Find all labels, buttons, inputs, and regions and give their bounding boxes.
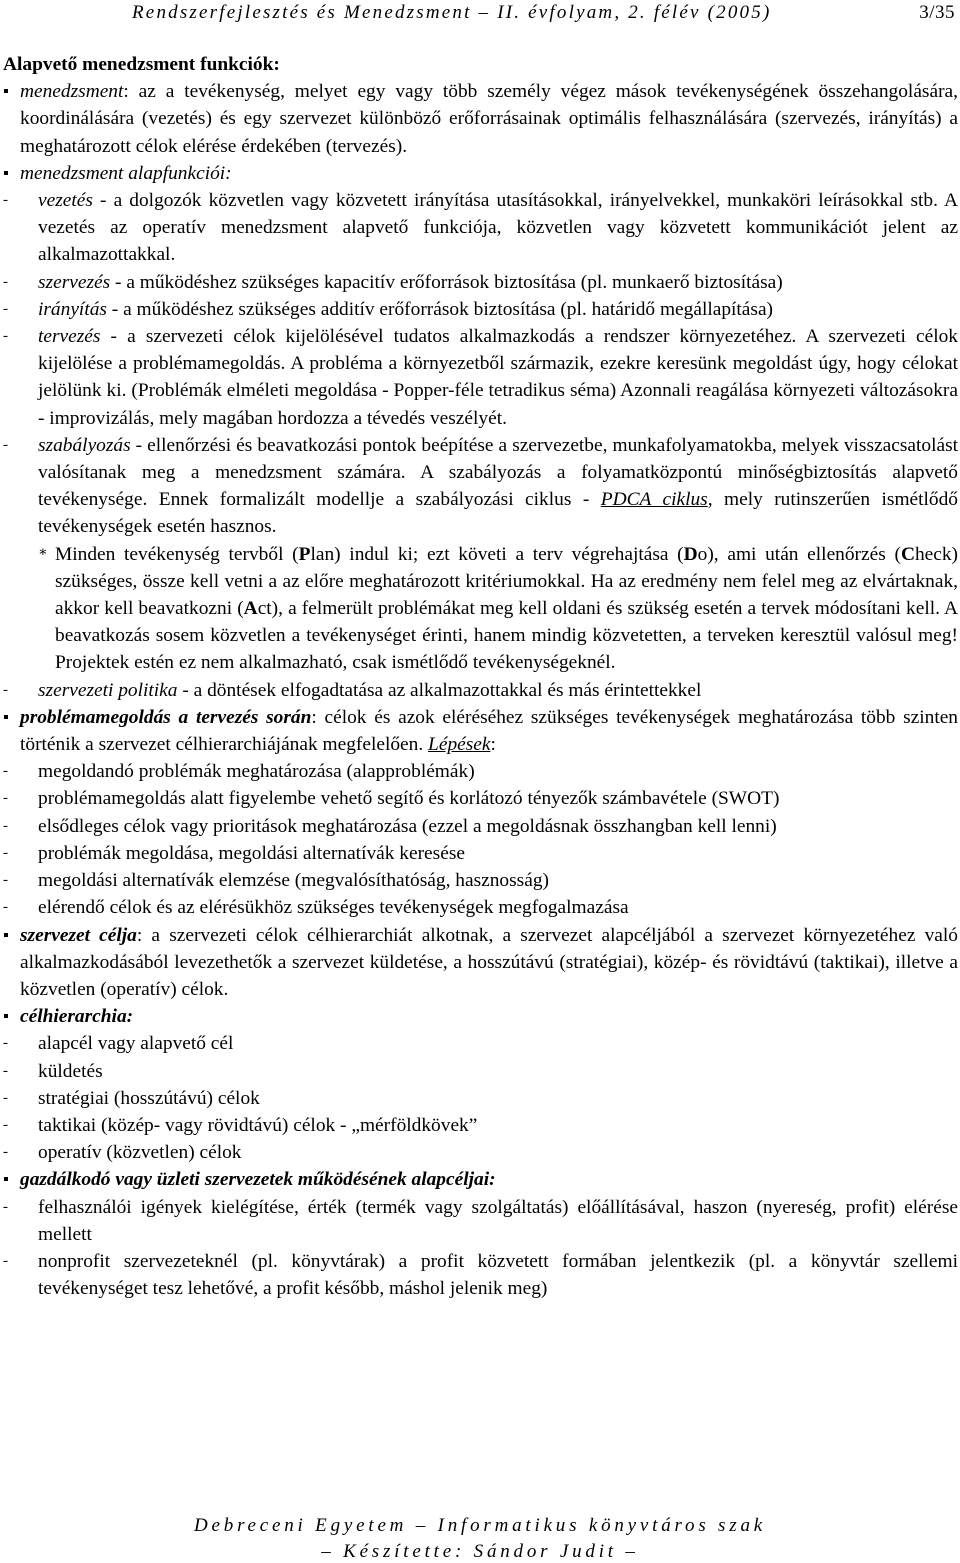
- problemamegoldas-term: problémamegoldás a tervezés során: [20, 706, 312, 728]
- pdca-letter-p: P: [298, 543, 311, 565]
- bullet-szervezet-celja: [3, 922, 958, 1004]
- celhierarchia-item-text: stratégiai (hosszútávú) célok: [38, 1087, 260, 1109]
- alapfunkciok-heading: menedzsment alapfunkciói:: [20, 162, 232, 184]
- szervezes-term: szervezés: [38, 271, 111, 293]
- header-course-title: Rendszerfejlesztés és Menedzsment – II. évfolyam, 2. félév (2005): [132, 2, 772, 23]
- footer-university: Debreceni Egyetem – Informatikus könyvtáros szak: [194, 1515, 766, 1536]
- iranyitas-text: - a működéshez szükséges additív erőforrások biztosítása (pl. határidő megállapítása): [106, 298, 774, 320]
- dash-bullet-icon: -: [3, 273, 8, 290]
- step-item: [3, 785, 958, 812]
- celhierarchia-item: [3, 1139, 958, 1166]
- pdca-letter-a: A: [243, 598, 258, 620]
- pdca-link[interactable]: PDCA ciklus: [600, 489, 708, 511]
- tervezes-text: - a szervezeti célok kijelölésével tudatos alkalmazkodás a rendszer környezetéhez. A szervezeti célok kijelölése a problémamegoldás. A probléma a környezetből származik, ezekre keresünk megoldást úgy, hogy célokat jelölünk ki. (Problémák elméleti megoldása - Popper-féle tetradikus séma) Azonnali reagálása környezeti változásokra - improvizálás, mely magában hordozza a tévedés veszélyét.: [38, 326, 958, 429]
- bullet-definition: [3, 78, 958, 160]
- lepesek-label: Lépések: [428, 734, 491, 756]
- item-tervezes: [3, 323, 958, 432]
- dash-bullet-icon: -: [3, 1062, 8, 1079]
- dash-bullet-icon: -: [3, 817, 8, 834]
- celhierarchia-item-text: küldetés: [38, 1060, 103, 1082]
- alapceljai-item: [3, 1248, 958, 1302]
- bullet-alapfunkciok: [3, 160, 958, 187]
- page-content: [3, 51, 958, 1302]
- dash-bullet-icon: -: [3, 1198, 8, 1215]
- step-item: [3, 758, 958, 785]
- step-text: elérendő célok és az elérésükhöz szükséges tevékenységek megfogalmazása: [38, 897, 629, 919]
- politika-text: - a döntések elfogadtatása az alkalmazottakkal és más érintettekkel: [177, 679, 702, 701]
- szervezes-text: - a működéshez szükséges kapacitív erőforrások biztosítása (pl. munkaerő biztosítása): [110, 271, 783, 293]
- politika-term: szervezeti politika: [38, 679, 178, 701]
- szabalyozas-term: szabályozás: [38, 434, 131, 456]
- item-pdca-explanation: [3, 541, 958, 677]
- alapceljai-item-text: felhasználói igények kielégítése, érték (termék vagy szolgáltatás) előállításával, haszon (nyereség, profit) elérése mellett: [38, 1196, 958, 1245]
- dash-bullet-icon: -: [3, 681, 8, 698]
- dash-bullet-icon: -: [3, 872, 8, 889]
- header-page-number: 3/35: [919, 2, 955, 23]
- step-item: [3, 840, 958, 867]
- step-item: [3, 894, 958, 921]
- celhierarchia-item: [3, 1112, 958, 1139]
- item-szervezeti-politika: [3, 677, 958, 704]
- bullet-problemamegoldas: [3, 704, 958, 758]
- dash-bullet-icon: -: [3, 844, 8, 861]
- dash-bullet-icon: -: [3, 899, 8, 916]
- dash-bullet-icon: -: [3, 1089, 8, 1106]
- pdca-text-5: ct), a felmerült problémákat meg kell oldani és szükség esetén a tervek módosítani kell. A beavatkozás sosem közvetlen a tevékenységet érinti, hanem mindig közvetetten, a terveken keresztül valósul meg! Projektek estén ez nem alkalmazható, csak ismétlődő tevékenységeknél.: [55, 598, 959, 674]
- footer-author: – Készítette: Sándor Judit –: [321, 1541, 639, 1562]
- step-item: [3, 813, 958, 840]
- dash-bullet-icon: -: [3, 1144, 8, 1161]
- section-title: Alapvető menedzsment funkciók:: [3, 54, 280, 75]
- dash-bullet-icon: -: [3, 1116, 8, 1133]
- dash-bullet-icon: -: [3, 328, 8, 345]
- celhierarchia-item-text: taktikai (közép- vagy rövidtávú) célok - „mérföldkövek”: [38, 1114, 478, 1136]
- szervezet-celja-text: : a szervezeti célok célhierarchiát alkotnak, a szervezet alapcéljából a szervezet környezetéhez való alkalmazkodásából levezethetők a szervezet küldetése, a hosszútávú (stratégiai), közép- és rövidtávú (taktikai), illetve a közvetlen (operatív) célok.: [20, 924, 958, 1000]
- page-header: [0, 0, 960, 28]
- bullet-celhierarchia: [3, 1003, 958, 1030]
- celhierarchia-item: [3, 1085, 958, 1112]
- step-item: [3, 867, 958, 894]
- definition-text: : az a tevékenység, melyet egy vagy több személy végez mások tevékenységének összehangolására, koordinálására (vezetés) és egy szervezet különböző erőforrásainak optimális felhasználására (szervezés, irányítás) a meghatározott célok elérése érdekében (tervezés).: [20, 81, 958, 157]
- celhierarchia-item-text: operatív (közvetlen) célok: [38, 1142, 242, 1164]
- dash-bullet-icon: -: [3, 1252, 8, 1269]
- dash-bullet-icon: -: [3, 300, 8, 317]
- vezetes-text: - a dolgozók közvetlen vagy közvetett irányítása utasításokkal, irányelvekkel, munkaköri leírásokkal stb. A vezetés az operatív menedzsment alapvető funkciója, közvetlen vagy közvetett kommunikációt jelent az alkalmazottakkal.: [38, 190, 958, 266]
- szabalyozas-text-b: , mely rutinszerűen ismétlődő tevékenységek esetén hasznos.: [38, 489, 959, 538]
- vezetes-term: vezetés: [38, 190, 93, 212]
- dash-bullet-icon: -: [3, 763, 8, 780]
- alapceljai-item: [3, 1194, 958, 1248]
- dash-bullet-icon: -: [3, 1035, 8, 1052]
- tervezes-term: tervezés: [38, 326, 101, 348]
- problemamegoldas-text: : célok és azok eléréséhez szükséges tevékenységek meghatározása több szinten történik a szervezet célhierarchiájának megfelelően.: [20, 706, 959, 756]
- lepesek-colon: :: [490, 734, 496, 756]
- dash-bullet-icon: -: [3, 790, 8, 807]
- pdca-letter-c: C: [900, 543, 915, 565]
- celhierarchia-item: [3, 1030, 958, 1057]
- step-text: megoldandó problémák meghatározása (alapproblémák): [38, 761, 475, 783]
- dash-bullet-icon: -: [3, 192, 8, 209]
- bullet-alapceljai: [3, 1166, 958, 1193]
- pdca-letter-d: D: [683, 543, 698, 565]
- celhierarchia-item: [3, 1058, 958, 1085]
- asterisk-bullet-icon: ∗: [38, 544, 48, 560]
- celhierarchia-heading: célhierarchia:: [20, 1006, 134, 1028]
- item-iranyitas: [3, 296, 958, 323]
- alapceljai-item-text: nonprofit szervezeteknél (pl. könyvtárak) a profit közvetett formában jelentkezik (pl. a könyvtár szellemi tevékenységet tesz lehetővé, a profit később, máshol jelenik meg): [38, 1250, 958, 1300]
- iranyitas-term: irányítás: [38, 298, 107, 320]
- celhierarchia-item-text: alapcél vagy alapvető cél: [38, 1033, 234, 1055]
- pdca-text-2: lan) indul ki; ezt követi a terv végrehajtása (: [310, 543, 684, 565]
- item-vezetes: [3, 187, 958, 269]
- step-text: problémamegoldás alatt figyelembe vehető segítő és korlátozó tényezők számbavétele (SWOT): [38, 788, 780, 810]
- szervezet-celja-term: szervezet célja: [20, 924, 137, 946]
- definition-term: menedzsment: [20, 81, 124, 103]
- pdca-text-3: o), ami után ellenőrzés (: [697, 543, 901, 565]
- item-szabalyozas: [3, 432, 958, 541]
- szabalyozas-text-a: - ellenőrzési és beavatkozási pontok beépítése a szervezetbe, munkafolyamatokba, melyek visszacsatolást valósítanak meg a menedzsment számára. A szabályozás a folyamatközpontú minőségbiztosítás alapvető tevékenysége. Ennek formalizált modellje a szabályozási ciklus -: [38, 434, 958, 511]
- dash-bullet-icon: -: [3, 436, 8, 453]
- item-szervezes: [3, 269, 958, 296]
- alapceljai-heading: gazdálkodó vagy üzleti szervezetek működésének alapcéljai:: [20, 1169, 496, 1191]
- step-text: problémák megoldása, megoldási alternatívák keresése: [38, 842, 465, 864]
- step-text: elsődleges célok vagy prioritások meghatározása (ezzel a megoldásnak összhangban kell lenni): [38, 815, 777, 837]
- pdca-text-1: Minden tevékenység tervből (: [55, 543, 299, 565]
- step-text: megoldási alternatívák elemzése (megvalósíthatóság, hasznosság): [38, 870, 549, 892]
- pdca-text-4: heck) szükséges, össze kell vetni a az előre meghatározott kritériumokkal. Ha az eredmény nem felel meg az elvártaknak, akkor kell beavatkozni (: [55, 543, 959, 620]
